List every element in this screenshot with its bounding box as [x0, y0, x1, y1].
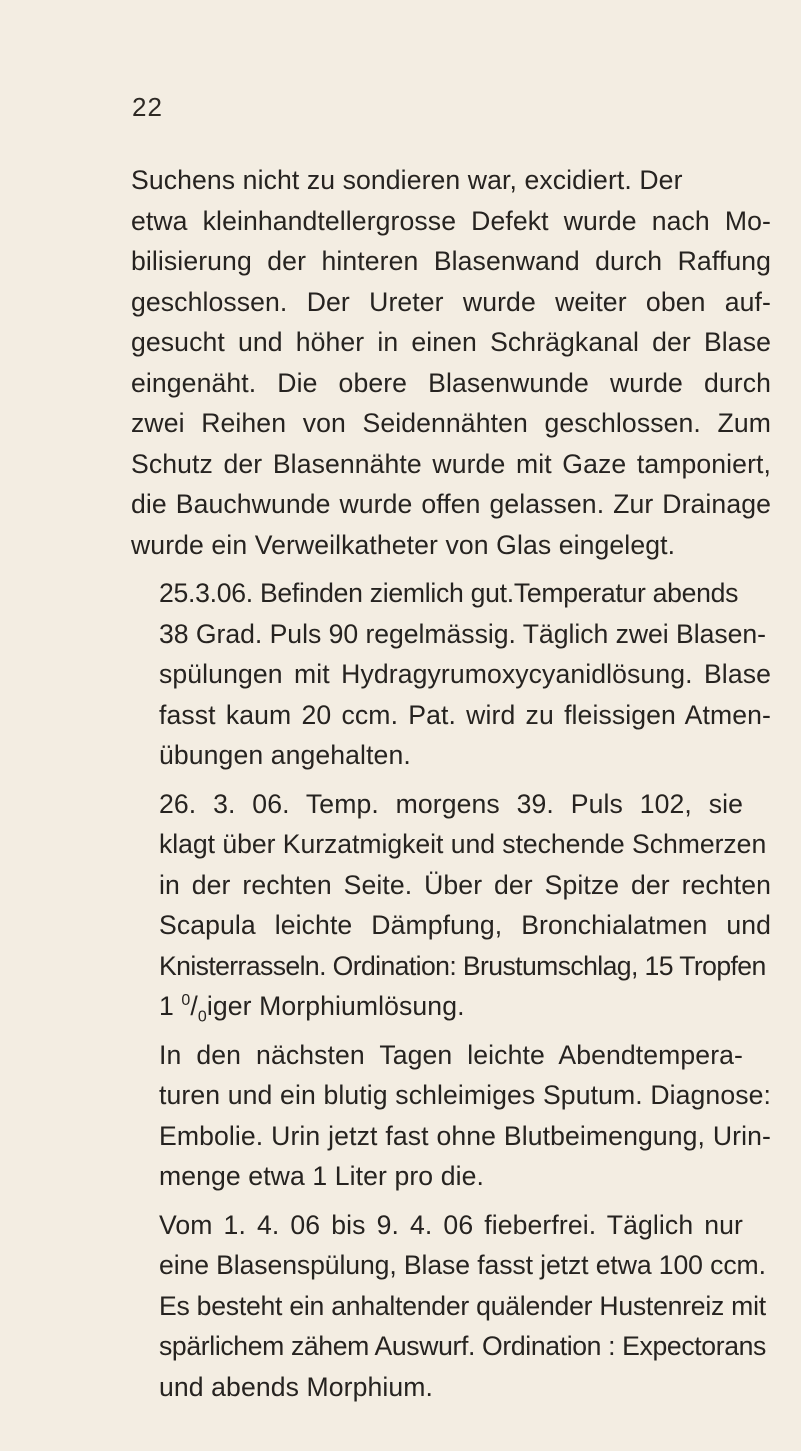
text-line: geschlossen. Der Ureter wurde weiter oben auf- — [131, 286, 771, 317]
text-line: 26. 3. 06. Temp. morgens 39. Puls 102, sie — [159, 788, 743, 819]
text-line: und abends Morphium. — [159, 1371, 434, 1402]
text-line: Schutz der Blasennähte wurde mit Gaze tamponiert, — [131, 448, 771, 479]
text-line: Knisterrasseln. Ordination: Brustumschlag, 15 Tropfen — [159, 950, 766, 981]
paragraph — [131, 1205, 771, 1408]
text-line: menge etwa 1 Liter pro die. — [159, 1161, 484, 1191]
body-text — [131, 160, 771, 1407]
dose-text: iger Morphiumlösung. — [206, 991, 465, 1021]
percent-sign-bottom: 0 — [197, 1008, 207, 1026]
text-line: Suchens nicht zu sondieren war, excidiert. Der — [131, 165, 683, 195]
text-line: In den nächsten Tagen leichte Abendtempera- — [159, 1039, 743, 1070]
text-line: spärlichem zähem Auswurf. Ordination : Expectorans — [159, 1331, 766, 1361]
text-line: spülungen mit Hydragyrumoxycyanidlösung. Blase — [159, 659, 771, 689]
text-line: eingenäht. Die obere Blasenwunde wurde durch — [131, 367, 771, 398]
text-line: übungen angehalten. — [159, 740, 411, 770]
text-line: zwei Reihen von Seidennähten geschlossen. Zum — [131, 408, 771, 438]
text-line: bilisierung der hinteren Blasenwand durch Raffung — [131, 246, 771, 276]
text-line: Embolie. Urin jetzt fast ohne Blutbeimengung, Urin- — [159, 1120, 771, 1151]
paragraph — [131, 1035, 771, 1197]
text-line: Es besteht ein anhaltender quälender Hustenreiz mit — [159, 1290, 766, 1321]
text-line: wurde ein Verweilkatheter von Glas eingelegt. — [131, 529, 676, 560]
text-line: klagt über Kurzatmigkeit und stechende Schmerzen — [159, 829, 767, 859]
text-line: eine Blasenspülung, Blase fasst jetzt etwa 100 ccm. — [159, 1250, 766, 1280]
paragraph — [131, 573, 771, 776]
text-line: 38 Grad. Puls 90 regelmässig. Täglich zwei Blasen- — [159, 618, 766, 649]
paragraph — [131, 784, 771, 1027]
dose-number: 1 — [159, 991, 174, 1021]
text-line: Scapula leichte Dämpfung, Bronchialatmen und — [159, 910, 771, 940]
text-line: die Bauchwunde wurde offen gelassen. Zur Drainage — [131, 489, 771, 519]
text-line: 25.3.06. Befinden ziemlich gut.Temperatur abends — [159, 578, 739, 608]
percent-sign-top: 0 — [181, 992, 191, 1010]
text-line: 1 $^0/_0iger$ Morphiumlösung. — [159, 991, 465, 1026]
text-line: Vom 1. 4. 06 bis 9. 4. 06 fieberfrei. Täglich nur — [159, 1209, 743, 1240]
text-line: in der rechten Seite. Über der Spitze der rechten — [159, 869, 771, 900]
text-line: etwa kleinhandtellergrosse Defekt wurde nach Mo- — [131, 205, 771, 236]
paragraph — [131, 160, 771, 565]
page-number: 22 — [132, 92, 163, 122]
text-line: gesucht und höher in einen Schrägkanal der Blase — [131, 327, 771, 357]
text-line: turen und ein blutig schleimiges Sputum. Diagnose: — [159, 1080, 771, 1110]
text-line: fasst kaum 20 ccm. Pat. wird zu fleissigen Atmen- — [159, 699, 771, 730]
